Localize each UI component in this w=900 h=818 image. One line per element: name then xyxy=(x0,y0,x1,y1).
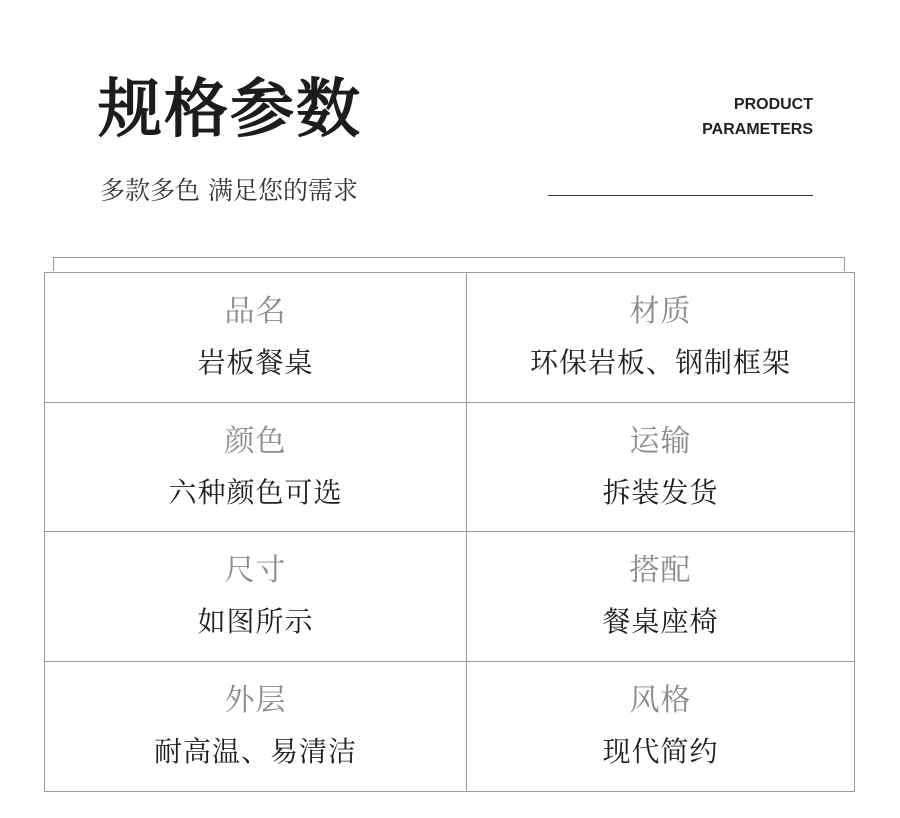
param-value: 如图所示 xyxy=(197,605,314,639)
param-label: 尺寸 xyxy=(224,553,287,589)
param-value: 环保岩板、钢制框架 xyxy=(529,346,791,380)
param-cell-size xyxy=(45,532,467,662)
parameters-table xyxy=(44,272,855,792)
param-label: 风格 xyxy=(629,683,692,719)
param-label: 品名 xyxy=(224,294,287,330)
param-value: 餐桌座椅 xyxy=(602,605,719,639)
param-cell-surface xyxy=(45,662,467,792)
param-cell-material xyxy=(467,273,854,403)
param-label: 材质 xyxy=(629,294,692,330)
subtitle: 多款多色 满足您的需求 xyxy=(100,176,358,205)
param-cell-shipping xyxy=(467,403,854,533)
param-cell-pairing xyxy=(467,532,854,662)
param-label: 运输 xyxy=(629,423,692,459)
param-cell-style xyxy=(467,662,854,792)
english-title-line-1: PRODUCT xyxy=(733,96,813,113)
table-top-border xyxy=(53,257,845,271)
param-label: 外层 xyxy=(224,683,287,719)
header-divider xyxy=(548,195,813,196)
english-title xyxy=(702,92,813,142)
param-value: 现代简约 xyxy=(602,735,719,769)
param-cell-color xyxy=(45,403,467,533)
param-value: 六种颜色可选 xyxy=(168,475,343,509)
param-label: 颜色 xyxy=(224,423,287,459)
page-title: 规格参数 xyxy=(98,73,362,147)
english-title-line-2: PARAMETERS xyxy=(702,121,813,138)
param-value: 耐高温、易清洁 xyxy=(153,735,357,769)
param-cell-name xyxy=(45,273,467,403)
param-value: 岩板餐桌 xyxy=(197,346,314,380)
param-label: 搭配 xyxy=(629,553,692,589)
param-value: 拆装发货 xyxy=(602,475,719,509)
